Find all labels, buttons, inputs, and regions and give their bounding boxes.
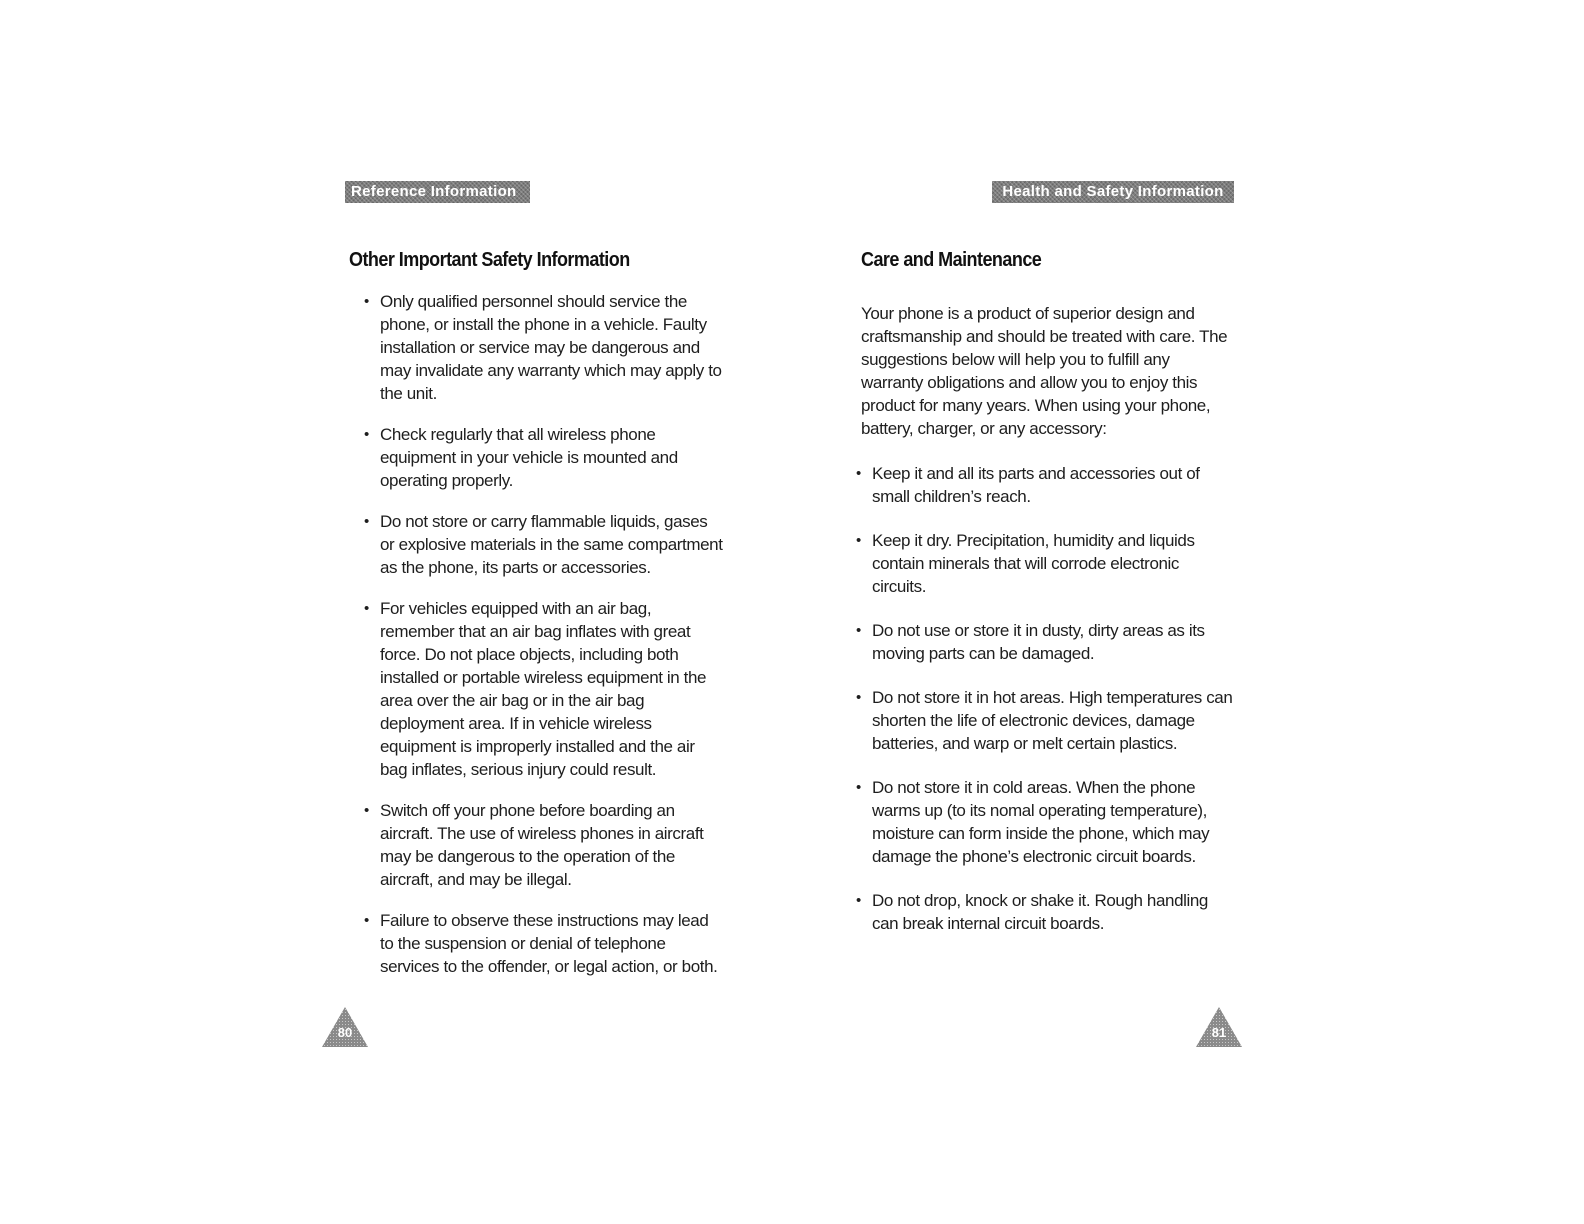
page-number: 81 [1211,1025,1227,1040]
page-title-other-safety: Other Important Safety Information [349,249,630,271]
care-bullet-list [856,462,1234,956]
list-item: • Keep it and all its parts and accessories out of small children’s reach. [856,462,1234,508]
page-number: 80 [337,1025,353,1040]
list-item: • Failure to observe these instructions may lead to the suspension or denial of telephone services to the offender, or legal action, or both. [364,909,724,978]
list-item: • Do not store it in cold areas. When the phone warms up (to its nomal operating temperature), moisture can form inside the phone, which may damage the phone’s electronic circuit boards. [856,776,1234,868]
list-item: • Do not use or store it in dusty, dirty areas as its moving parts can be damaged. [856,619,1234,665]
intro-paragraph: Your phone is a product of superior design and craftsmanship and should be treated with care. The suggestions below will help you to fulfill any warranty obligations and allow you to enjoy this product for many years. When using your phone, battery, charger, or any accessory: [861,304,1228,438]
section-tab-health-safety: Health and Safety Information [992,181,1234,203]
section-tab-reference: Reference Information [345,181,530,203]
list-item: • For vehicles equipped with an air bag, remember that an air bag inflates with great force. Do not place objects, including both installed or portable wireless equipment in the area over the air bag or in the air bag deployment area. If in vehicle wireless equipment is improperly installed and the air bag inflates, serious injury could result. [364,597,724,781]
list-item: • Do not store it in hot areas. High temperatures can shorten the life of electronic devices, damage batteries, and warp or melt certain plastics. [856,686,1234,755]
safety-bullet-list [364,290,724,996]
list-item: • Do not store or carry flammable liquids, gases or explosive materials in the same compartment as the phone, its parts or accessories. [364,510,724,579]
page-number-marker-right [1195,1006,1243,1048]
page-number-marker-left [321,1006,369,1048]
list-item: • Switch off your phone before boarding an aircraft. The use of wireless phones in aircraft may be dangerous to the operation of the aircraft, and may be illegal. [364,799,724,891]
right-page [792,0,1584,1224]
list-item: • Check regularly that all wireless phone equipment in your vehicle is mounted and operating properly. [364,423,724,492]
page-title-care-maintenance: Care and Maintenance [861,249,1042,271]
list-item: • Keep it dry. Precipitation, humidity and liquids contain minerals that will corrode electronic circuits. [856,529,1234,598]
list-item: • Do not drop, knock or shake it. Rough handling can break internal circuit boards. [856,889,1234,935]
list-item: • Only qualified personnel should service the phone, or install the phone in a vehicle. Faulty installation or service may be dangerous and may invalidate any warranty which may apply to the unit. [364,290,724,405]
